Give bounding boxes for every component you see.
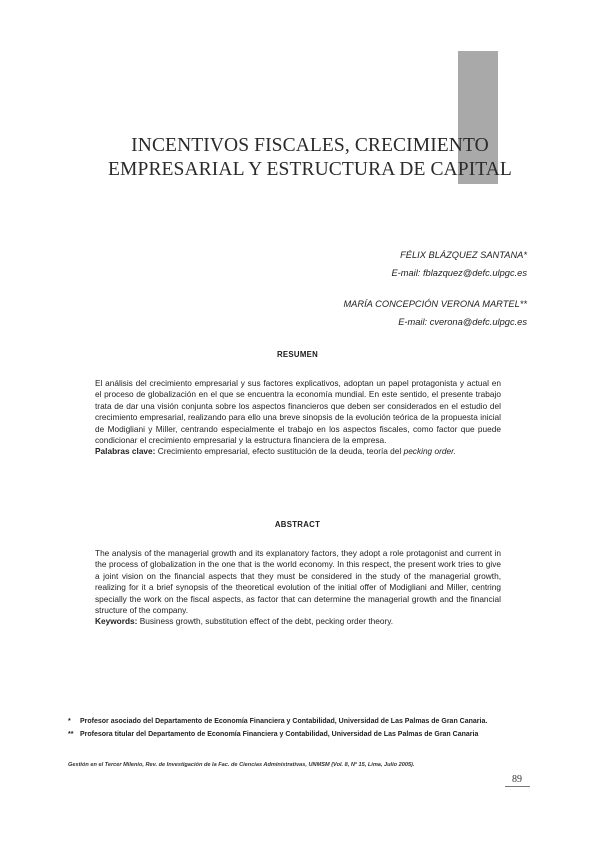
resumen-body [95, 378, 501, 458]
page-number: 89 [512, 774, 522, 785]
resumen-keywords-italic: pecking order. [403, 446, 456, 457]
abstract-keywords: Business growth, substitution effect of the debt, pecking order theory. [139, 616, 394, 627]
footnote-2-mark: ** [68, 731, 74, 738]
resumen-keywords-label: Palabras clave: [95, 446, 156, 457]
footnote-2-text: Profesora titular del Departamento de Economía Financiera y Contabilidad, Universidad de Las Palmas de Gran Canaria [80, 731, 479, 738]
footnote-2 [68, 731, 478, 738]
page-number-rule [505, 786, 530, 787]
article-title [80, 134, 540, 182]
author-1-email[interactable]: E-mail: fblazquez@defc.ulpgc.es [391, 268, 527, 278]
abstract-body [95, 548, 501, 628]
author-2-email[interactable]: E-mail: cverona@defc.ulpgc.es [398, 317, 527, 327]
footnote-1-mark: * [68, 718, 71, 725]
footnote-1-text: Profesor asociado del Departamento de Economía Financiera y Contabilidad, Universidad de Las Palmas de Gran Canaria. [80, 718, 488, 725]
author-2-name: MARÍA CONCEPCIÓN VERONA MARTEL** [343, 299, 527, 309]
abstract-heading: ABSTRACT [274, 520, 321, 529]
title-line-2: EMPRESARIAL Y ESTRUCTURA DE CAPITAL [108, 159, 512, 180]
abstract-keywords-label: Keywords: [95, 616, 138, 627]
resumen-keywords: Crecimiento empresarial, efecto sustitución de la deuda, teoría del [157, 446, 402, 457]
footnote-1 [68, 718, 487, 725]
journal-footer: Gestión en el Tercer Milenio, Rev. de Investigación de la Fac. de Ciencias Administrativas, UNMSM (Vol. 8, Nº 15, Lima, Julio 2005). [68, 762, 415, 768]
title-line-1: INCENTIVOS FISCALES, CRECIMIENTO [131, 135, 489, 156]
resumen-text: El análisis del crecimiento empresarial y sus factores explicativos, adoptan un papel protagonista y actual en el proceso de globalización en el que se encuentra la economía mundial. En este sentido, el presente trabajo trata de dar una visión conjunta sobre los aspectos financieros que deben ser considerados en el estudio del crecimiento empresarial, realizando para ello una breve sinopsis de la evolución teórica de la propuesta inicial de Modigliani y Miller, centrando especialmente el trabajo en los aspectos fiscales, como factor que puede condicionar el crecimiento empresarial y la estructura financiera de la empresa. [95, 378, 501, 446]
author-1-name: FÉLIX BLÁZQUEZ SANTANA* [400, 250, 527, 260]
abstract-text: The analysis of the managerial growth and its explanatory factors, they adopt a role protagonist and current in the process of globalization in the one that is the world economy. In this respect, the present work tries to give a joint vision on the financial aspects that they must be considered in the study of the managerial growth, realizing for it a brief synopsis of the theoretical evolution of the initial offer of Modigliani and Miller, centring specially the work on the fiscal aspects, as factor that can determine the managerial growth and the financial structure of the company. [95, 548, 501, 616]
resumen-heading: RESUMEN [276, 350, 319, 359]
